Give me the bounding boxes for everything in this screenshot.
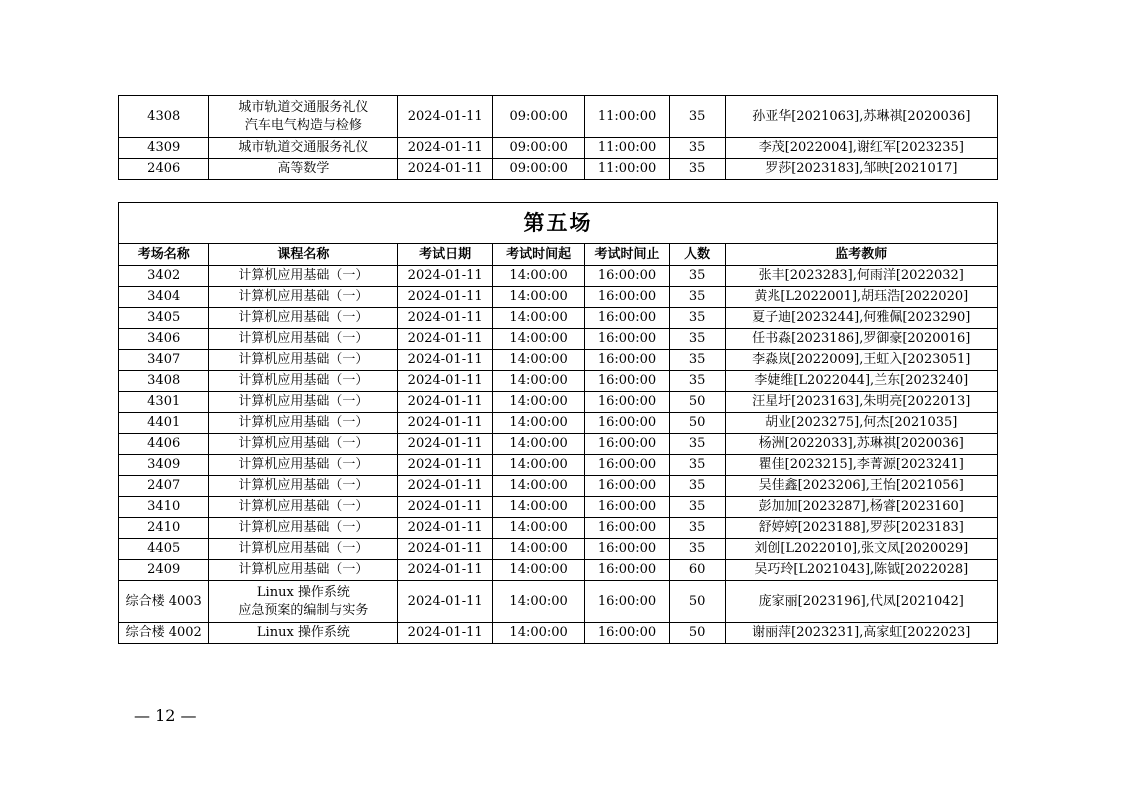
end-time-cell: 16:00:00 (585, 581, 669, 623)
proctors-cell: 李婕维[L2022044],兰东[2023240] (725, 371, 997, 392)
count-cell: 35 (669, 434, 725, 455)
room-cell: 4309 (119, 138, 209, 159)
count-cell: 35 (669, 308, 725, 329)
date-cell: 2024-01-11 (398, 518, 492, 539)
course-cell (209, 96, 398, 138)
proctors-cell: 张丰[2023283],何雨洋[2022032] (725, 266, 997, 287)
date-cell: 2024-01-11 (398, 266, 492, 287)
table-row (119, 455, 998, 476)
start-time-cell: 14:00:00 (492, 392, 584, 413)
count-cell: 35 (669, 476, 725, 497)
header-date: 考试日期 (398, 244, 492, 266)
room-cell: 2407 (119, 476, 209, 497)
date-cell: 2024-01-11 (398, 497, 492, 518)
session-title: 第五场 (119, 203, 998, 244)
end-time-cell: 16:00:00 (585, 371, 669, 392)
header-room: 考场名称 (119, 244, 209, 266)
count-cell: 50 (669, 581, 725, 623)
header-end-time: 考试时间止 (585, 244, 669, 266)
room-cell: 3408 (119, 371, 209, 392)
count-cell: 35 (669, 497, 725, 518)
header-start-time: 考试时间起 (492, 244, 584, 266)
table-row (119, 539, 998, 560)
page-number: — 12 — (134, 706, 197, 725)
course-cell (209, 138, 398, 159)
date-cell: 2024-01-11 (398, 476, 492, 497)
proctors-cell: 李茂[2022004],谢红军[2023235] (725, 138, 997, 159)
course-line: 计算机应用基础（一） (238, 457, 369, 472)
header-row (119, 244, 998, 266)
table-row (119, 138, 998, 159)
proctors-cell: 杨洲[2022033],苏琳祺[2020036] (725, 434, 997, 455)
count-cell: 35 (669, 96, 725, 138)
table-row (119, 287, 998, 308)
date-cell: 2024-01-11 (398, 350, 492, 371)
count-cell: 35 (669, 371, 725, 392)
course-cell (209, 308, 398, 329)
count-cell: 35 (669, 266, 725, 287)
course-cell (209, 539, 398, 560)
course-line: Linux 操作系统 (256, 584, 350, 600)
end-time-cell: 11:00:00 (585, 159, 669, 180)
date-cell: 2024-01-11 (398, 623, 492, 644)
date-cell: 2024-01-11 (398, 560, 492, 581)
end-time-cell: 16:00:00 (585, 350, 669, 371)
room-cell: 4308 (119, 96, 209, 138)
start-time-cell: 14:00:00 (492, 623, 584, 644)
start-time-cell: 14:00:00 (492, 308, 584, 329)
room-cell: 综合楼 4003 (119, 581, 209, 623)
end-time-cell: 16:00:00 (585, 287, 669, 308)
proctors-cell: 汪星圩[2023163],朱明亮[2022013] (725, 392, 997, 413)
count-cell: 35 (669, 350, 725, 371)
end-time-cell: 16:00:00 (585, 476, 669, 497)
course-cell (209, 266, 398, 287)
date-cell: 2024-01-11 (398, 96, 493, 138)
end-time-cell: 16:00:00 (585, 329, 669, 350)
room-cell: 4401 (119, 413, 209, 434)
course-cell (209, 497, 398, 518)
table-row (119, 308, 998, 329)
count-cell: 50 (669, 623, 725, 644)
header-course: 课程名称 (209, 244, 398, 266)
proctors-cell: 夏子迪[2023244],何雅佩[2023290] (725, 308, 997, 329)
date-cell: 2024-01-11 (398, 434, 492, 455)
course-line: 高等数学 (277, 161, 330, 176)
course-line: 计算机应用基础（一） (238, 562, 369, 577)
count-cell: 35 (669, 287, 725, 308)
date-cell: 2024-01-11 (398, 392, 492, 413)
header-count: 人数 (669, 244, 725, 266)
start-time-cell: 09:00:00 (492, 159, 584, 180)
end-time-cell: 16:00:00 (585, 413, 669, 434)
fifth-session-body (119, 266, 998, 644)
end-time-cell: 11:00:00 (585, 96, 669, 138)
room-cell: 4405 (119, 539, 209, 560)
date-cell: 2024-01-11 (398, 329, 492, 350)
course-line: 计算机应用基础（一） (238, 310, 369, 325)
proctors-cell: 黄兆[L2022001],胡珏浩[2022020] (725, 287, 997, 308)
start-time-cell: 14:00:00 (492, 266, 584, 287)
course-cell (209, 434, 398, 455)
end-time-cell: 16:00:00 (585, 392, 669, 413)
course-cell (209, 623, 398, 644)
room-cell: 2410 (119, 518, 209, 539)
start-time-cell: 14:00:00 (492, 497, 584, 518)
course-cell (209, 371, 398, 392)
previous-session-table (118, 95, 998, 180)
start-time-cell: 14:00:00 (492, 455, 584, 476)
course-line: 计算机应用基础（一） (238, 352, 369, 367)
course-cell (209, 581, 398, 623)
count-cell: 35 (669, 518, 725, 539)
course-cell (209, 518, 398, 539)
course-line: 计算机应用基础（一） (238, 520, 369, 535)
count-cell: 35 (669, 138, 725, 159)
start-time-cell: 14:00:00 (492, 371, 584, 392)
start-time-cell: 14:00:00 (492, 287, 584, 308)
room-cell: 4301 (119, 392, 209, 413)
course-line: 计算机应用基础（一） (238, 541, 369, 556)
proctors-cell: 吴巧玲[L2021043],陈钺[2022028] (725, 560, 997, 581)
start-time-cell: 14:00:00 (492, 560, 584, 581)
end-time-cell: 16:00:00 (585, 560, 669, 581)
table-row (119, 392, 998, 413)
proctors-cell: 李淼岚[2022009],王虹入[2023051] (725, 350, 997, 371)
end-time-cell: 11:00:00 (585, 138, 669, 159)
date-cell: 2024-01-11 (398, 308, 492, 329)
proctors-cell: 庞家丽[2023196],代凤[2021042] (725, 581, 997, 623)
start-time-cell: 14:00:00 (492, 329, 584, 350)
course-line: 计算机应用基础（一） (238, 268, 369, 283)
date-cell: 2024-01-11 (398, 371, 492, 392)
course-line: 应急预案的编制与实务 (238, 602, 369, 618)
previous-session-body (119, 96, 998, 180)
course-line: 计算机应用基础（一） (238, 331, 369, 346)
table-row (119, 266, 998, 287)
date-cell: 2024-01-11 (398, 287, 492, 308)
start-time-cell: 14:00:00 (492, 581, 584, 623)
date-cell: 2024-01-11 (398, 581, 492, 623)
count-cell: 35 (669, 539, 725, 560)
table-row (119, 159, 998, 180)
date-cell: 2024-01-11 (398, 159, 493, 180)
proctors-cell: 罗莎[2023183],邹映[2021017] (725, 159, 997, 180)
proctors-cell: 任书淼[2023186],罗御豪[2020016] (725, 329, 997, 350)
room-cell: 综合楼 4002 (119, 623, 209, 644)
table-row (119, 434, 998, 455)
start-time-cell: 14:00:00 (492, 434, 584, 455)
count-cell: 35 (669, 455, 725, 476)
table-row (119, 476, 998, 497)
proctors-cell: 彭加加[2023287],杨睿[2023160] (725, 497, 997, 518)
room-cell: 3404 (119, 287, 209, 308)
end-time-cell: 16:00:00 (585, 623, 669, 644)
course-cell (209, 392, 398, 413)
start-time-cell: 14:00:00 (492, 518, 584, 539)
course-line: Linux 操作系统 (256, 625, 350, 640)
table-row (119, 581, 998, 623)
start-time-cell: 14:00:00 (492, 476, 584, 497)
end-time-cell: 16:00:00 (585, 539, 669, 560)
room-cell: 3410 (119, 497, 209, 518)
start-time-cell: 14:00:00 (492, 350, 584, 371)
count-cell: 60 (669, 560, 725, 581)
course-cell (209, 159, 398, 180)
room-cell: 3409 (119, 455, 209, 476)
count-cell: 50 (669, 413, 725, 434)
course-line: 计算机应用基础（一） (238, 499, 369, 514)
course-line: 城市轨道交通服务礼仪 (238, 99, 369, 115)
room-cell: 3406 (119, 329, 209, 350)
end-time-cell: 16:00:00 (585, 455, 669, 476)
proctors-cell: 孙亚华[2021063],苏琳祺[2020036] (725, 96, 997, 138)
table-row (119, 350, 998, 371)
course-cell (209, 560, 398, 581)
course-line: 计算机应用基础（一） (238, 415, 369, 430)
table-row (119, 413, 998, 434)
count-cell: 35 (669, 329, 725, 350)
room-cell: 3402 (119, 266, 209, 287)
proctors-cell: 胡业[2023275],何杰[2021035] (725, 413, 997, 434)
header-proctors: 监考教师 (725, 244, 997, 266)
course-line: 计算机应用基础（一） (238, 436, 369, 451)
start-time-cell: 14:00:00 (492, 413, 584, 434)
course-line: 计算机应用基础（一） (238, 289, 369, 304)
course-cell (209, 413, 398, 434)
end-time-cell: 16:00:00 (585, 434, 669, 455)
course-line: 计算机应用基础（一） (238, 373, 369, 388)
course-cell (209, 476, 398, 497)
end-time-cell: 16:00:00 (585, 518, 669, 539)
course-line: 汽车电气构造与检修 (244, 117, 362, 133)
course-line: 计算机应用基础（一） (238, 394, 369, 409)
date-cell: 2024-01-11 (398, 455, 492, 476)
fifth-session-table (118, 202, 998, 644)
proctors-cell: 谢丽萍[2023231],高家虹[2022023] (725, 623, 997, 644)
course-line: 城市轨道交通服务礼仪 (238, 140, 369, 155)
table-row (119, 518, 998, 539)
start-time-cell: 09:00:00 (492, 96, 584, 138)
proctors-cell: 吴佳鑫[2023206],王怡[2021056] (725, 476, 997, 497)
table-row (119, 371, 998, 392)
room-cell: 2409 (119, 560, 209, 581)
room-cell: 3407 (119, 350, 209, 371)
course-line: 计算机应用基础（一） (238, 478, 369, 493)
start-time-cell: 09:00:00 (492, 138, 584, 159)
table-row (119, 623, 998, 644)
table-row (119, 329, 998, 350)
table-row (119, 497, 998, 518)
course-cell (209, 287, 398, 308)
end-time-cell: 16:00:00 (585, 308, 669, 329)
table-row (119, 96, 998, 138)
room-cell: 2406 (119, 159, 209, 180)
date-cell: 2024-01-11 (398, 413, 492, 434)
proctors-cell: 刘创[L2022010],张文凤[2020029] (725, 539, 997, 560)
course-cell (209, 455, 398, 476)
count-cell: 35 (669, 159, 725, 180)
count-cell: 50 (669, 392, 725, 413)
room-cell: 4406 (119, 434, 209, 455)
start-time-cell: 14:00:00 (492, 539, 584, 560)
room-cell: 3405 (119, 308, 209, 329)
table-row (119, 560, 998, 581)
proctors-cell: 舒婷婷[2023188],罗莎[2023183] (725, 518, 997, 539)
proctors-cell: 瞿佳[2023215],李菁源[2023241] (725, 455, 997, 476)
course-cell (209, 329, 398, 350)
end-time-cell: 16:00:00 (585, 266, 669, 287)
course-cell (209, 350, 398, 371)
date-cell: 2024-01-11 (398, 539, 492, 560)
date-cell: 2024-01-11 (398, 138, 493, 159)
end-time-cell: 16:00:00 (585, 497, 669, 518)
